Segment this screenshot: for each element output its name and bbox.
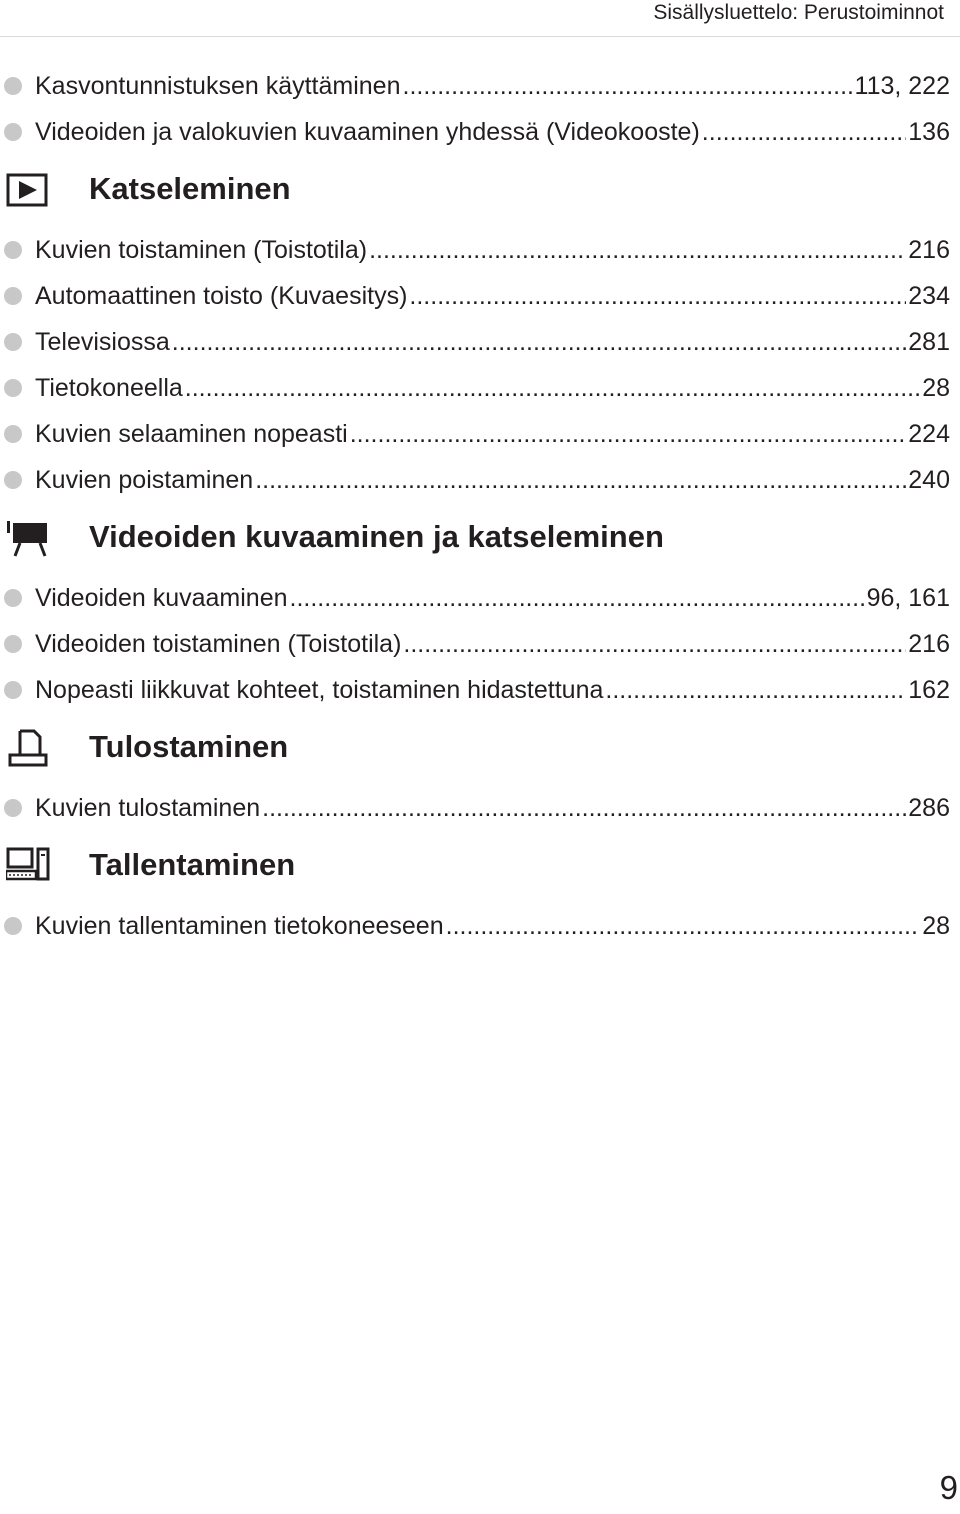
toc-entry-label: Videoiden toistaminen (Toistotila) xyxy=(35,630,402,658)
bullet-icon xyxy=(4,425,22,443)
dot-leader xyxy=(350,411,907,457)
bullet-icon xyxy=(4,635,22,653)
dot-leader xyxy=(702,109,906,155)
toc-entry[interactable] xyxy=(0,227,950,273)
section-title: Katseleminen xyxy=(89,171,291,206)
section-title: Tulostaminen xyxy=(89,729,289,764)
playback-icon xyxy=(6,171,50,211)
bullet-icon xyxy=(4,799,22,817)
toc-entry-label: Automaattinen toisto (Kuvaesitys) xyxy=(35,282,408,310)
running-header: Sisällysluettelo: Perustoiminnot xyxy=(653,1,944,24)
dot-leader xyxy=(172,319,907,365)
computer-icon xyxy=(6,847,50,887)
bullet-icon xyxy=(4,333,22,351)
bullet-icon xyxy=(4,287,22,305)
toc-entry-label: Kuvien toistaminen (Toistotila) xyxy=(35,236,368,264)
dot-leader xyxy=(255,457,906,503)
toc-entry-page: 234 xyxy=(908,282,950,310)
section-heading-save xyxy=(0,831,950,903)
bullet-icon xyxy=(4,241,22,259)
table-of-contents xyxy=(0,63,950,949)
toc-entry-label: Televisiossa xyxy=(35,328,170,356)
bullet-icon xyxy=(4,681,22,699)
dot-leader xyxy=(369,227,906,273)
dot-leader xyxy=(185,365,920,411)
movie-camera-icon xyxy=(6,519,50,559)
toc-entry[interactable] xyxy=(0,273,950,319)
toc-entry-label: Tietokoneella xyxy=(35,374,183,402)
toc-entry-label: Kuvien tulostaminen xyxy=(35,794,261,822)
bullet-icon xyxy=(4,589,22,607)
toc-entry[interactable] xyxy=(0,411,950,457)
printer-icon xyxy=(6,729,50,769)
toc-entry-page: 216 xyxy=(908,630,950,658)
header-divider xyxy=(0,36,960,37)
toc-entry-page: 281 xyxy=(908,328,950,356)
section-title: Tallentaminen xyxy=(89,847,296,882)
toc-entry[interactable] xyxy=(0,667,950,713)
toc-entry-label: Kasvontunnistuksen käyttäminen xyxy=(35,72,401,100)
bullet-icon xyxy=(4,123,22,141)
toc-entry-label: Videoiden ja valokuvien kuvaaminen yhdessä (Videokooste) xyxy=(35,118,700,146)
dot-leader xyxy=(290,575,865,621)
section-heading-playback xyxy=(0,155,950,227)
toc-entry[interactable] xyxy=(0,63,950,109)
section-heading-print xyxy=(0,713,950,785)
page-number: 9 xyxy=(939,1469,958,1506)
toc-entry-label: Videoiden kuvaaminen xyxy=(35,584,288,612)
toc-entry[interactable] xyxy=(0,365,950,411)
toc-entry-page: 28 xyxy=(922,374,950,402)
toc-entry[interactable] xyxy=(0,903,950,949)
toc-entry-page: 286 xyxy=(908,794,950,822)
toc-entry-page: 216 xyxy=(908,236,950,264)
toc-entry[interactable] xyxy=(0,109,950,155)
dot-leader xyxy=(403,63,853,109)
toc-entry-label: Nopeasti liikkuvat kohteet, toistaminen hidastettuna xyxy=(35,676,604,704)
section-heading-movie xyxy=(0,503,950,575)
dot-leader xyxy=(446,903,921,949)
toc-entry[interactable] xyxy=(0,457,950,503)
dot-leader xyxy=(262,785,906,831)
toc-entry-page: 28 xyxy=(922,912,950,940)
bullet-icon xyxy=(4,77,22,95)
toc-entry-label: Kuvien poistaminen xyxy=(35,466,254,494)
section-title: Videoiden kuvaaminen ja katseleminen xyxy=(89,519,664,554)
bullet-icon xyxy=(4,917,22,935)
toc-entry[interactable] xyxy=(0,621,950,667)
toc-entry[interactable] xyxy=(0,785,950,831)
toc-entry-page: 162 xyxy=(908,676,950,704)
toc-entry[interactable] xyxy=(0,575,950,621)
dot-leader xyxy=(409,273,906,319)
toc-entry[interactable] xyxy=(0,319,950,365)
toc-entry-page: 240 xyxy=(908,466,950,494)
toc-entry-label: Kuvien selaaminen nopeasti xyxy=(35,420,348,448)
toc-entry-label: Kuvien tallentaminen tietokoneeseen xyxy=(35,912,444,940)
toc-entry-page: 113, 222 xyxy=(854,72,950,100)
bullet-icon xyxy=(4,379,22,397)
dot-leader xyxy=(605,667,906,713)
toc-entry-page: 224 xyxy=(908,420,950,448)
dot-leader xyxy=(403,621,906,667)
toc-entry-page: 96, 161 xyxy=(866,584,950,612)
bullet-icon xyxy=(4,471,22,489)
toc-entry-page: 136 xyxy=(908,118,950,146)
